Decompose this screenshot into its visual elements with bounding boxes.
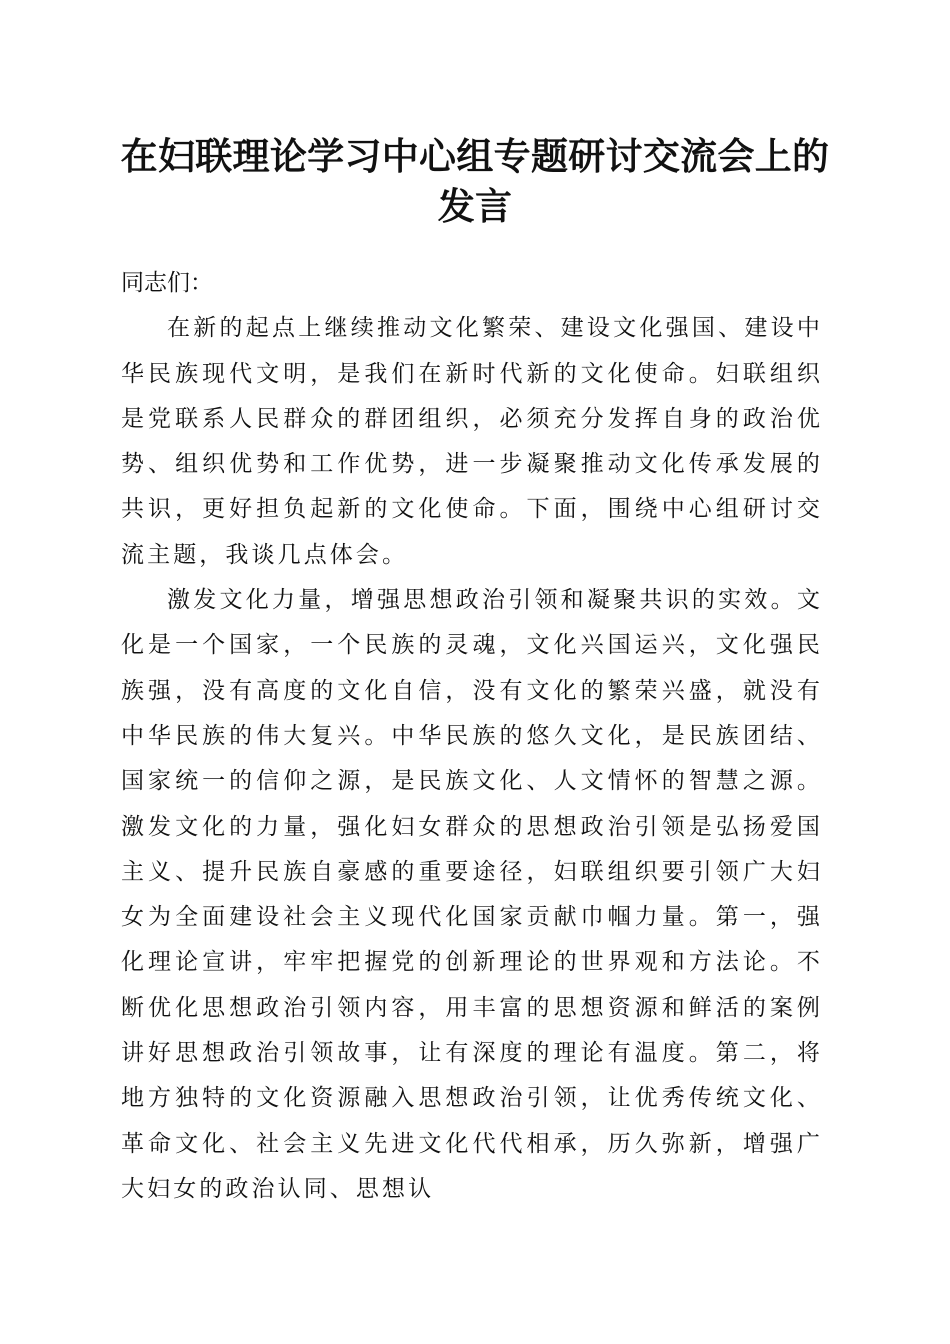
salutation: 同志们： bbox=[121, 270, 213, 296]
document-body bbox=[121, 261, 823, 1212]
paragraph-1: 在新的起点上继续推动文化繁荣、建设文化强国、建设中华民族现代文明，是我们在新时代新的文化使命。妇联组织是党联系人民群众的群团组织，必须充分发挥自身的政治优势、组织优势和工作优势，进一步凝聚推动文化传承发展的共识，更好担负起新的文化使命。下面，围绕中心组研讨交流主题，我谈几点体会。 bbox=[121, 315, 823, 568]
paragraph-2: 激发文化力量，增强思想政治引领和凝聚共识的实效。文化是一个国家，一个民族的灵魂，文化兴国运兴，文化强民族强，没有高度的文化自信，没有文化的繁荣兴盛，就没有中华民族的伟大复兴。中华民族的悠久文化，是民族团结、国家统一的信仰之源，是民族文化、人文情怀的智慧之源。激发文化的力量，强化妇女群众的思想政治引领是弘扬爱国主义、提升民族自豪感的重要途径，妇联组织要引领广大妇女为全面建设社会主义现代化国家贡献巾帼力量。第一，强化理论宣讲，牢牢把握党的创新理论的世界观和方法论。不断优化思想政治引领内容，用丰富的思想资源和鲜活的案例讲好思想政治引领故事，让有深度的理论有温度。第二，将地方独特的文化资源融入思想政治引领，让优秀传统文化、革命文化、社会主义先进文化代代相承，历久弥新，增强广大妇女的政治认同、思想认 bbox=[121, 587, 823, 1202]
document-title: 在妇联理论学习中心组专题研讨交流会上的发言 bbox=[120, 134, 830, 228]
